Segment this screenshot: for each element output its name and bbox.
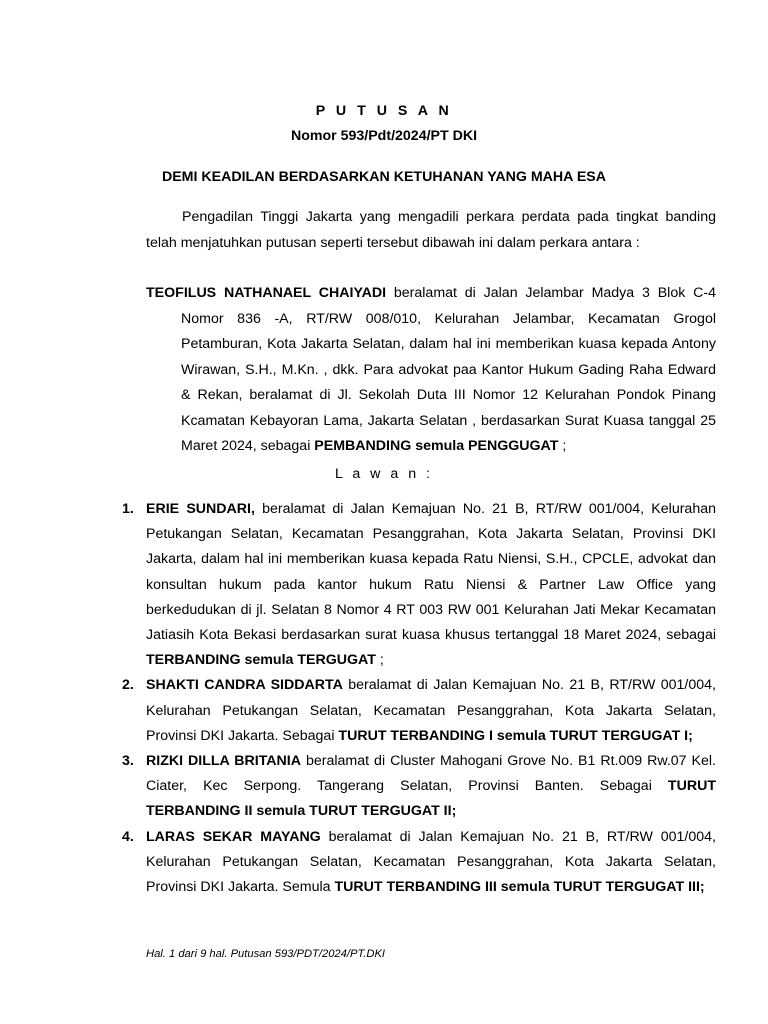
list-number: 1.: [122, 501, 134, 517]
preamble-heading: DEMI KEADILAN BERDASARKAN KETUHANAN YANG MAHA ESA: [161, 169, 607, 185]
party-name: ERIE SUNDARI,: [146, 501, 255, 517]
page-footer: Hal. 1 dari 9 hal. Putusan 593/PDT/2024/PT.DKI: [146, 948, 386, 960]
party-role: TURUT TERBANDING III semula TURUT TERGUGAT III;: [334, 879, 705, 896]
list-item: [0, 497, 716, 673]
pembanding-text: beralamat di Jalan Jelambar Madya 3 Blok C-4 Nomor 836 -A, RT/RW 008/010, Kelurahan Jelambar, Kecamatan Grogol Petamburan, Kota Jakarta Selatan, dalam hal ini memberikan kuasa kepada Antony Wirawan, S.H., M.Kn. , dkk. Para advokat paa Kantor Hukum Gading Raha Edward & Rekan, beralamat di Jl. Sekolah Duta III Nomor 12 Kelurahan Pondok Pinang Kcamatan Kebayoran Lama, Jakarta Selatan , berdasarkan Surat Kuasa tanggal 25 Maret 2024, sebagai: [181, 285, 717, 454]
lawan-heading: L a w a n :: [335, 466, 433, 482]
pembanding-end: ;: [558, 438, 567, 454]
pembanding-paragraph: [146, 281, 716, 460]
list-number: 4.: [122, 828, 134, 845]
party-text: beralamat di Cluster Mahogani Grove No. B1 Rt.009 Rw.07 Kel. Ciater, Kec Serpong. Tangerang Selatan, Provinsi Banten. Sebagai: [146, 753, 716, 795]
party-role: TURUT TERBANDING II semula TURUT TERGUGAT II;: [146, 778, 716, 820]
party-text: beralamat di Jalan Kemajuan No. 21 B, RT/RW 001/004, Kelurahan Petukangan Selatan, Kecamatan Pesanggrahan, Kota Jakarta Selatan, Provinsi DKI Jakarta, dalam hal ini memberikan kuasa kepada Ratu Niensi, S.H., CPCLE, advokat dan konsultan hukum pada kantor hukum Ratu Niensi & Partner Law Office yang berkedudukan di jl. Selatan 8 Nomor 4 RT 003 RW 001 Kelurahan Jati Mekar Kecamatan Jatiasih Kota Bekasi berdasarkan surat kuasa khusus tertanggal 18 Maret 2024, sebagai: [146, 501, 716, 644]
intro-paragraph: Pengadilan Tinggi Jakarta yang mengadili perkara perdata pada tingkat banding telah menjatuhkan putusan seperti tersebut dibawah ini dalam perkara antara :: [146, 209, 716, 251]
list-number: 3.: [122, 753, 134, 770]
parties-list: [0, 497, 768, 900]
party-end: ;: [375, 652, 384, 669]
party-role: TERBANDING semula TERGUGAT: [146, 652, 376, 669]
pembanding-role: PEMBANDING semula PENGGUGAT: [314, 438, 559, 454]
case-number: Nomor 593/Pdt/2024/PT DKI: [290, 128, 478, 144]
pembanding-block: [146, 281, 716, 460]
party-name: LARAS SEKAR MAYANG: [146, 828, 321, 845]
party-name: SHAKTI CANDRA SIDDARTA: [146, 677, 343, 694]
party-text: beralamat di Jalan Kemajuan No. 21 B, RT/RW 001/004, Kelurahan Petukangan Selatan, Kecamatan Pesanggrahan, Kota Jakarta Selatan, Provinsi DKI Jakarta. Sebagai: [146, 677, 716, 744]
party-name: RIZKI DILLA BRITANIA: [146, 753, 301, 770]
document-title: P U T U S A N: [315, 103, 453, 119]
party-role: TURUT TERBANDING I semula TURUT TERGUGAT I;: [338, 727, 693, 744]
list-item: [0, 673, 716, 749]
list-number: 2.: [122, 677, 134, 694]
pembanding-name: TEOFILUS NATHANAEL CHAIYADI: [146, 285, 387, 301]
party-text: beralamat di Jalan Kemajuan No. 21 B, RT/RW 001/004, Kelurahan Petukangan Selatan, Kecamatan Pesanggrahan, Kota Jakarta Selatan, Provinsi DKI Jakarta. Semula: [146, 828, 716, 896]
list-item: [0, 825, 716, 901]
list-item: [0, 749, 716, 825]
